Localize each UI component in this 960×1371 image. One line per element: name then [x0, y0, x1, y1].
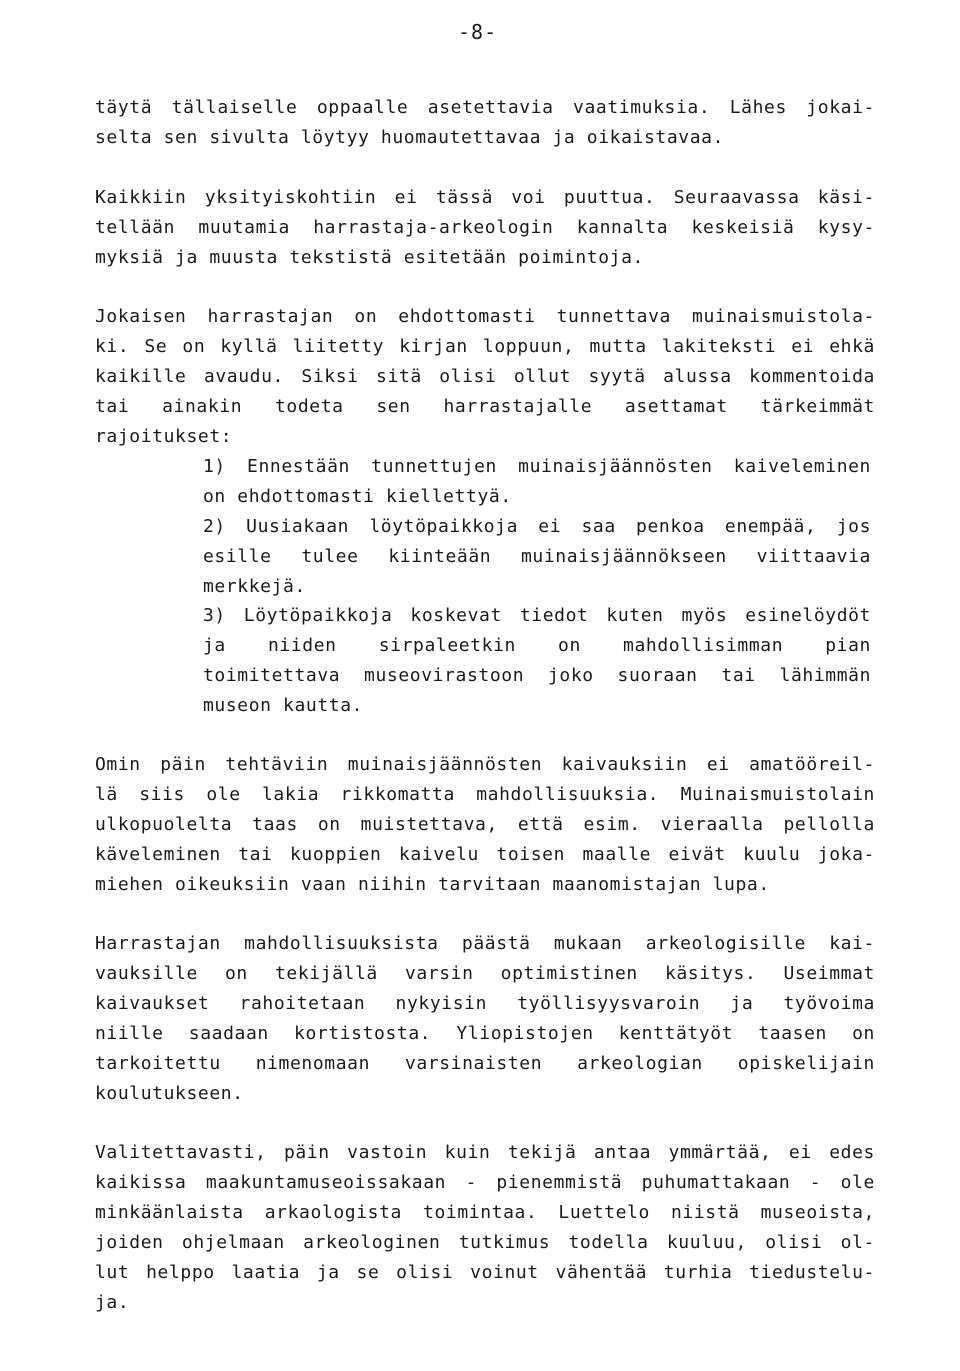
paragraph-1 [95, 93, 875, 153]
paragraph-5-line-2: vauksille on tekijällä varsin optimistinen käsitys. Useimmat [95, 963, 875, 984]
paragraph-3-line-1: Jokaisen harrastajan on ehdottomasti tunnettava muinaismuistola- [95, 306, 875, 327]
restriction-item-2-line-2: esille tulee kiinteään muinaisjäännökseen viittaavia [203, 546, 871, 567]
paragraph-6-line-1: Valitettavasti, päin vastoin kuin tekijä antaa ymmärtää, ei edes [95, 1142, 875, 1163]
paragraph-2-line-3: myksiä ja muusta tekstistä esitetään poimintoja. [95, 247, 644, 268]
paragraph-6-line-2: kaikissa maakuntamuseoissakaan - pienemmistä puhumattakaan - ole [95, 1172, 875, 1193]
paragraph-1-line-2: selta sen sivulta löytyy huomautettavaa ja oikaistavaa. [95, 127, 725, 148]
paragraph-5 [95, 929, 875, 1109]
paragraph-4-line-4: käveleminen tai kuoppien kaivelu toisen maalle eivät kuulu joka- [95, 844, 875, 865]
paragraph-4-line-1: Omin päin tehtäviin muinaisjäännösten kaivauksiin ei amatööreil- [95, 754, 875, 775]
restriction-item-3-line-1: 3) Löytöpaikkoja koskevat tiedot kuten myös esinelöydöt [203, 605, 871, 626]
restriction-item-2-line-3: merkkejä. [203, 576, 306, 597]
paragraph-6-line-6: ja. [95, 1292, 130, 1313]
paragraph-3-line-2: ki. Se on kyllä liitetty kirjan loppuun, mutta lakiteksti ei ehkä [95, 336, 875, 357]
paragraph-2-line-1: Kaikkiin yksityiskohtiin ei tässä voi puuttua. Seuraavassa käsi- [95, 187, 875, 208]
paragraph-6-line-3: minkäänlaista arkaologista toimintaa. Luettelo niistä museoista, [95, 1202, 875, 1223]
paragraph-3-line-4: tai ainakin todeta sen harrastajalle asettamat tärkeimmät [95, 396, 875, 417]
paragraph-2-line-2: tellään muutamia harrastaja-arkeologin kannalta keskeisiä kysy- [95, 217, 875, 238]
paragraph-4-line-5: miehen oikeuksiin vaan niihin tarvitaan maanomistajan lupa. [95, 874, 770, 895]
restriction-item-3-line-2: ja niiden sirpaleetkin on mahdollisimman pian [203, 635, 871, 656]
restriction-item-1-line-1: 1) Ennestään tunnettujen muinaisjäännösten kaiveleminen [203, 456, 871, 477]
paragraph-6-line-5: lut helppo laatia ja se olisi voinut vähentää turhia tiedustelu- [95, 1262, 875, 1283]
paragraph-5-line-6: koulutukseen. [95, 1083, 244, 1104]
paragraph-4-line-2: lä siis ole lakia rikkomatta mahdollisuuksia. Muinaismuistolain [95, 784, 875, 805]
paragraph-2 [95, 183, 875, 273]
paragraph-6-line-4: joiden ohjelmaan arkeologinen tutkimus todella kuuluu, olisi ol- [95, 1232, 875, 1253]
paragraph-5-line-1: Harrastajan mahdollisuuksista päästä mukaan arkeologisille kai- [95, 933, 875, 954]
restriction-item-2-line-1: 2) Uusiakaan löytöpaikkoja ei saa penkoa enempää, jos [203, 516, 871, 537]
paragraph-4 [95, 750, 875, 900]
restriction-item-1 [203, 452, 871, 512]
restriction-item-1-line-2: on ehdottomasti kiellettyä. [203, 486, 512, 507]
paragraph-3-line-5: rajoitukset: [95, 426, 233, 447]
paragraph-5-line-3: kaivaukset rahoitetaan nykyisin työllisyysvaroin ja työvoima [95, 993, 875, 1014]
restriction-item-3 [203, 601, 871, 721]
paragraph-5-line-5: tarkoitettu nimenomaan varsinaisten arkeologian opiskelijain [95, 1053, 875, 1074]
restriction-item-3-line-4: museon kautta. [203, 695, 364, 716]
paragraph-5-line-4: niille saadaan kortistosta. Yliopistojen kenttätyöt taasen on [95, 1023, 875, 1044]
paragraph-3 [95, 302, 875, 452]
page-number: -8- [458, 20, 498, 44]
paragraph-6 [95, 1138, 875, 1318]
paragraph-3-line-3: kaikille avaudu. Siksi sitä olisi ollut syytä alussa kommentoida [95, 366, 875, 387]
paragraph-1-line-1: täytä tällaiselle oppaalle asetettavia vaatimuksia. Lähes jokai- [95, 97, 875, 118]
restriction-item-2 [203, 512, 871, 602]
paragraph-4-line-3: ulkopuolelta taas on muistettava, että esim. vieraalla pellolla [95, 814, 875, 835]
restriction-item-3-line-3: toimitettava museovirastoon joko suoraan tai lähimmän [203, 665, 871, 686]
